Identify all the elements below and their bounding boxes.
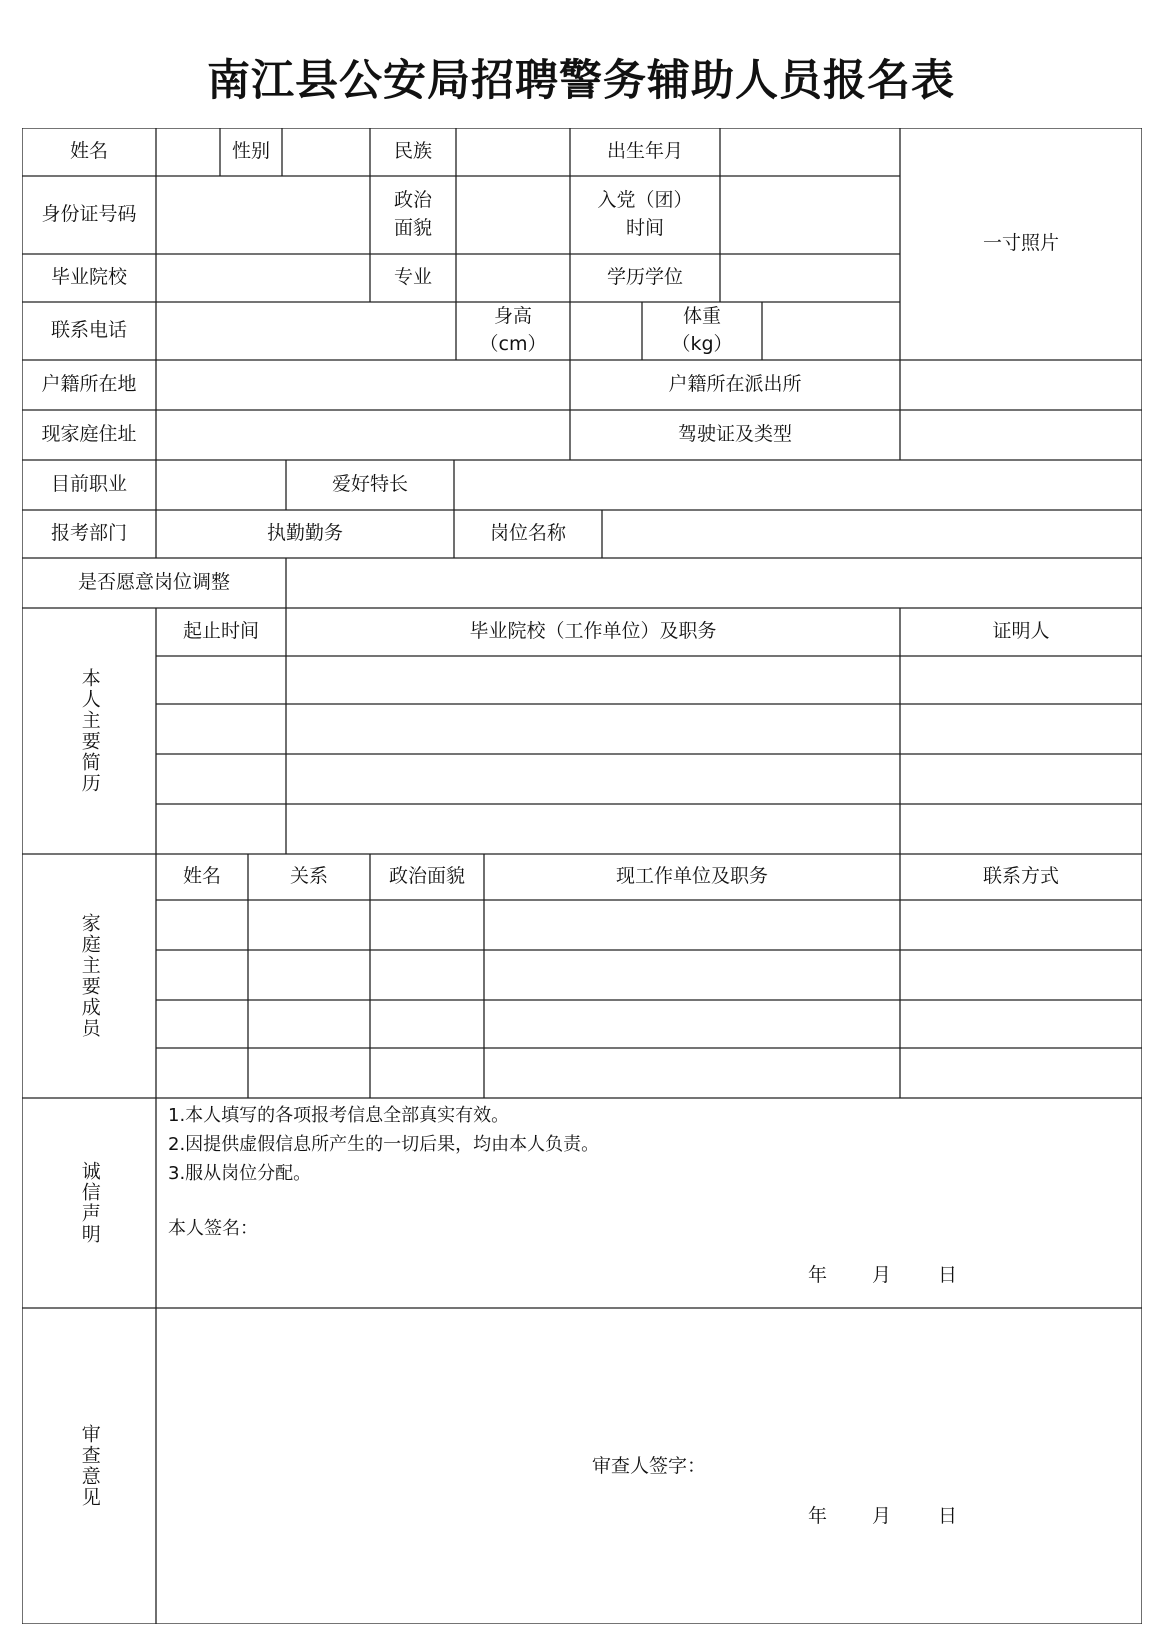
- input-degree[interactable]: [720, 254, 900, 302]
- input-name[interactable]: [156, 128, 220, 176]
- input-adjust[interactable]: [286, 558, 1142, 608]
- declaration-section-label: 诚信声明: [78, 1161, 101, 1245]
- review-month: 月: [872, 1505, 892, 1527]
- label-address: 现家庭住址: [41, 423, 137, 446]
- resume-col-school: 毕业院校（工作单位）及职务: [469, 620, 717, 643]
- declaration-line-1: 1.本人填写的各项报考信息全部真实有效。: [168, 1105, 510, 1126]
- declaration-month: 月: [872, 1264, 892, 1286]
- family-section-label: 家庭主要成员: [78, 913, 101, 1039]
- label-hukou-station: 户籍所在派出所: [668, 373, 802, 396]
- review-signature-label: 审查人签字：: [592, 1455, 707, 1477]
- input-ethnicity[interactable]: [456, 128, 570, 176]
- label-id-number: 身份证号码: [41, 203, 137, 226]
- label-name: 姓名: [69, 140, 108, 163]
- input-phone[interactable]: [156, 302, 456, 360]
- resume-col-time: 起止时间: [182, 620, 259, 643]
- input-political[interactable]: [456, 176, 570, 254]
- registration-form: [22, 128, 1142, 1624]
- label-hukou: 户籍所在地: [41, 373, 137, 396]
- label-political: 政治 面貌: [393, 189, 432, 239]
- label-major: 专业: [393, 266, 432, 289]
- label-license: 驾驶证及类型: [677, 423, 792, 446]
- input-hukou[interactable]: [156, 360, 570, 410]
- input-address[interactable]: [156, 410, 570, 460]
- declaration-line-3: 3.服从岗位分配。: [168, 1163, 312, 1184]
- declaration-day: 日: [938, 1264, 958, 1286]
- label-height: 身高 （cm）: [479, 305, 547, 355]
- review-section-label: 审查意见: [78, 1424, 101, 1508]
- label-position: 岗位名称: [489, 522, 566, 545]
- declaration-year: 年: [808, 1264, 828, 1286]
- family-col-work: 现工作单位及职务: [615, 865, 768, 888]
- family-col-political: 政治面貌: [388, 865, 465, 888]
- label-party-time: 入党（团） 时间: [597, 189, 693, 239]
- label-degree: 学历学位: [606, 266, 683, 289]
- input-id-number[interactable]: [156, 176, 370, 254]
- declaration-line-2: 2.因提供虚假信息所产生的一切后果，均由本人负责。: [168, 1134, 600, 1155]
- family-col-relation: 关系: [289, 865, 328, 888]
- input-position[interactable]: [602, 510, 1142, 558]
- input-hukou-station[interactable]: [900, 360, 1142, 410]
- declaration-signature-label: 本人签名：: [168, 1218, 258, 1239]
- input-school[interactable]: [156, 254, 370, 302]
- label-occupation: 目前职业: [50, 473, 127, 496]
- input-party-time[interactable]: [720, 176, 900, 254]
- input-hobby[interactable]: [454, 460, 1142, 510]
- label-weight: 体重 （kg）: [671, 305, 733, 355]
- resume-section-label: 本人主要简历: [78, 668, 101, 794]
- label-school: 毕业院校: [50, 266, 127, 289]
- input-license[interactable]: [900, 410, 1142, 460]
- input-occupation[interactable]: [156, 460, 286, 510]
- label-phone: 联系电话: [50, 319, 127, 342]
- input-birth[interactable]: [720, 128, 900, 176]
- input-weight[interactable]: [762, 302, 900, 360]
- input-gender[interactable]: [282, 128, 370, 176]
- label-ethnicity: 民族: [393, 140, 432, 163]
- label-adjust: 是否愿意岗位调整: [77, 571, 230, 594]
- review-day: 日: [938, 1505, 958, 1527]
- label-department: 报考部门: [50, 522, 127, 545]
- input-major[interactable]: [456, 254, 570, 302]
- label-hobby: 爱好特长: [331, 473, 408, 496]
- photo-box[interactable]: 一寸照片: [982, 232, 1059, 255]
- resume-col-witness: 证明人: [992, 620, 1050, 643]
- label-gender: 性别: [231, 140, 270, 163]
- family-col-contact: 联系方式: [982, 865, 1059, 888]
- input-height[interactable]: [570, 302, 642, 360]
- label-birth: 出生年月: [606, 140, 683, 163]
- value-department[interactable]: 执勤勤务: [266, 522, 343, 545]
- family-col-name: 姓名: [182, 865, 221, 888]
- review-year: 年: [808, 1505, 828, 1527]
- form-title: 南江县公安局招聘警务辅助人员报名表: [207, 56, 955, 106]
